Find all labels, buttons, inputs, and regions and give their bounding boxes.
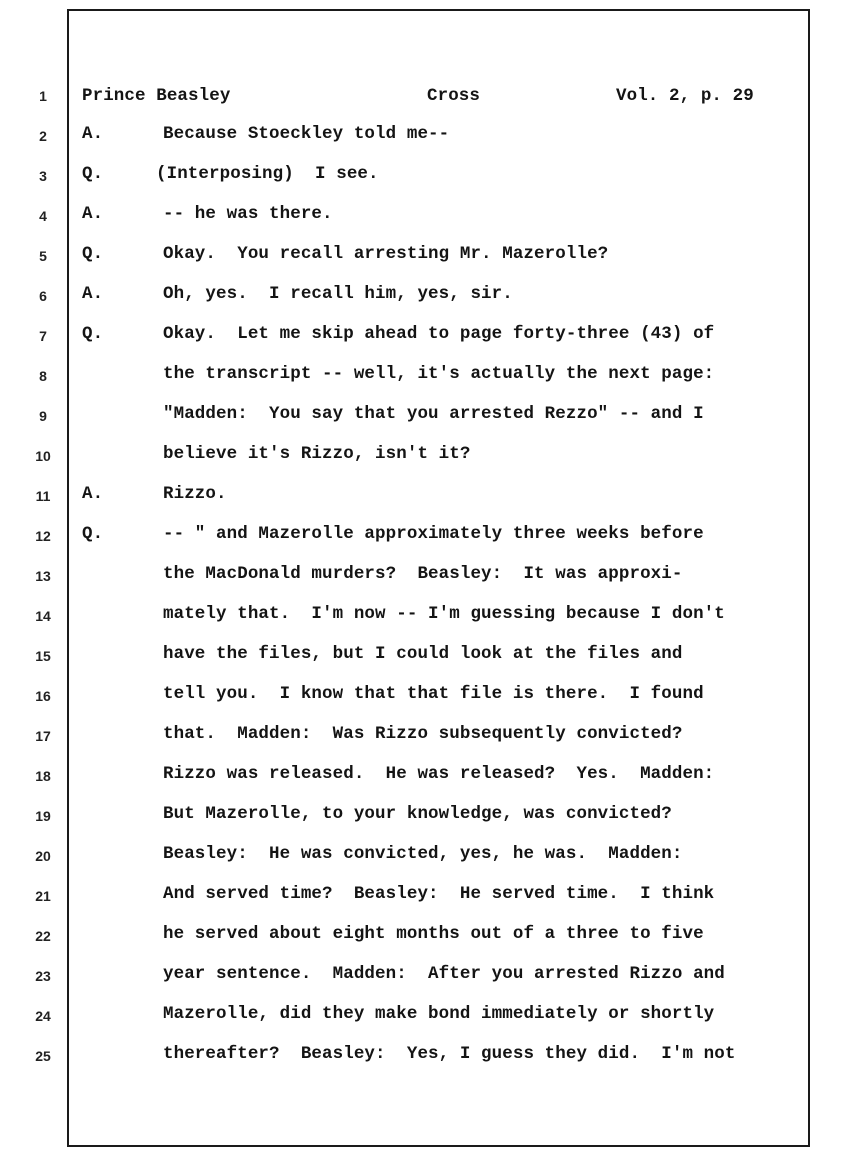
transcript-line: tell you. I know that that file is there. I found [163, 684, 704, 704]
line-number: 21 [35, 888, 51, 904]
transcript-line: "Madden: You say that you arrested Rezzo" -- and I [163, 404, 704, 424]
transcript-line: the MacDonald murders? Beasley: It was approxi- [163, 564, 683, 584]
line-number: 12 [35, 528, 51, 544]
line-number: 25 [35, 1048, 51, 1064]
line-number: 6 [39, 288, 47, 304]
speaker-label: A. [82, 484, 104, 504]
line-number: 1 [39, 88, 47, 104]
line-number: 22 [35, 928, 51, 944]
speaker-label: A. [82, 284, 104, 304]
line-number: 15 [35, 648, 51, 664]
transcript-line: Rizzo was released. He was released? Yes. Madden: [163, 764, 715, 784]
transcript-line: Okay. You recall arresting Mr. Mazerolle? [163, 244, 609, 264]
line-number: 3 [39, 168, 47, 184]
transcript-line: mately that. I'm now -- I'm guessing because I don't [163, 604, 725, 624]
header-examination-type: Cross [427, 86, 481, 106]
speaker-label: Q. [82, 324, 104, 344]
line-number: 13 [35, 568, 51, 584]
transcript-line: believe it's Rizzo, isn't it? [163, 444, 471, 464]
line-number: 11 [35, 488, 51, 504]
line-number: 20 [35, 848, 51, 864]
transcript-line: have the files, but I could look at the files and [163, 644, 683, 664]
speaker-label: Q. [82, 524, 104, 544]
header-witness-name: Prince Beasley [82, 86, 231, 106]
speaker-label: A. [82, 204, 104, 224]
line-number: 18 [35, 768, 51, 784]
speaker-label: A. [82, 124, 104, 144]
speaker-label: Q. [82, 244, 104, 264]
line-number: 9 [39, 408, 47, 424]
line-number: 7 [39, 328, 47, 344]
transcript-line: thereafter? Beasley: Yes, I guess they did. I'm not [163, 1044, 736, 1064]
transcript-line: (Interposing) I see. [156, 164, 379, 184]
transcript-line: Oh, yes. I recall him, yes, sir. [163, 284, 513, 304]
transcript-line: he served about eight months out of a three to five [163, 924, 704, 944]
header-volume-page: Vol. 2, p. 29 [616, 86, 754, 106]
transcript-line: Okay. Let me skip ahead to page forty-three (43) of [163, 324, 715, 344]
transcript-line: the transcript -- well, it's actually the next page: [163, 364, 715, 384]
transcript-line: Beasley: He was convicted, yes, he was. Madden: [163, 844, 683, 864]
transcript-line: -- he was there. [163, 204, 333, 224]
transcript-line: Because Stoeckley told me-- [163, 124, 450, 144]
transcript-line: Rizzo. [163, 484, 227, 504]
line-number: 4 [39, 208, 47, 224]
line-number: 10 [35, 448, 51, 464]
line-number: 14 [35, 608, 51, 624]
line-number: 19 [35, 808, 51, 824]
speaker-label: Q. [82, 164, 104, 184]
line-number: 23 [35, 968, 51, 984]
transcript-line: Mazerolle, did they make bond immediately or shortly [163, 1004, 715, 1024]
line-number: 17 [35, 728, 51, 744]
line-number: 5 [39, 248, 47, 264]
line-number: 8 [39, 368, 47, 384]
line-number: 24 [35, 1008, 51, 1024]
line-number: 16 [35, 688, 51, 704]
transcript-line: -- " and Mazerolle approximately three weeks before [163, 524, 704, 544]
transcript-line: year sentence. Madden: After you arrested Rizzo and [163, 964, 725, 984]
transcript-line: And served time? Beasley: He served time. I think [163, 884, 715, 904]
transcript-line: that. Madden: Was Rizzo subsequently convicted? [163, 724, 683, 744]
line-number: 2 [39, 128, 47, 144]
transcript-line: But Mazerolle, to your knowledge, was convicted? [163, 804, 672, 824]
